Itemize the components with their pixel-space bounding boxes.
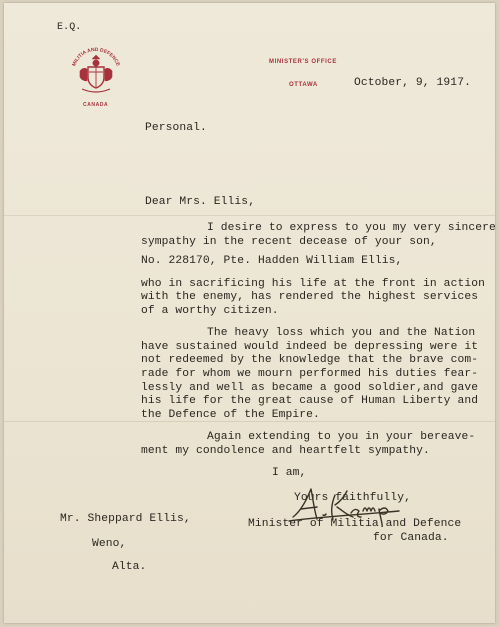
closing-yours: Yours faithfully, xyxy=(294,492,411,504)
body-line: have sustained would indeed be depressing were it xyxy=(141,341,479,353)
seal-bottom-text: CANADA xyxy=(83,102,109,108)
corner-mark: E.Q. xyxy=(57,22,82,33)
body-line: ment my condolence and heartfelt sympathy. xyxy=(141,445,430,457)
body-line: sympathy in the recent decease of your son, xyxy=(141,236,437,248)
body-line: the Defence of the Empire. xyxy=(141,409,320,421)
body-line: who in sacrificing his life at the front in action xyxy=(141,278,485,290)
signer-country: for Canada. xyxy=(373,532,449,544)
closing-i-am: I am, xyxy=(272,467,307,479)
signer-title: Minister of Militia and Defence xyxy=(248,518,462,530)
body-line: of a worthy citizen. xyxy=(141,305,279,317)
fold-line xyxy=(4,421,495,422)
coat-of-arms-seal xyxy=(66,43,126,101)
body-line: with the enemy, has rendered the highest services xyxy=(141,291,479,303)
letter-date: October, 9, 1917. xyxy=(354,77,471,89)
body-line: Again extending to you in your bereave- xyxy=(207,431,476,443)
body-line: No. 228170, Pte. Hadden William Ellis, xyxy=(141,255,403,267)
svg-text:MILITIA AND DEFENCE: MILITIA AND DEFENCE xyxy=(71,46,121,68)
salutation: Dear Mrs. Ellis, xyxy=(145,196,256,208)
letter-page xyxy=(4,3,495,623)
recipient-name: Mr. Sheppard Ellis, xyxy=(60,513,191,525)
body-line: not redeemed by the knowledge that the brave com- xyxy=(141,354,479,366)
recipient-province: Alta. xyxy=(112,561,147,573)
recipient-town: Weno, xyxy=(92,538,127,550)
fold-line xyxy=(4,215,495,216)
personal-marking: Personal. xyxy=(145,122,207,134)
body-line: rade for whom we mourn performed his duties fear- xyxy=(141,368,479,380)
body-line: lessly and well as became a good soldier,and gave xyxy=(141,382,479,394)
body-line: I desire to express to you my very sincere xyxy=(207,222,496,234)
letterhead-city: OTTAWA xyxy=(289,82,318,88)
body-line: The heavy loss which you and the Nation xyxy=(207,327,476,339)
letterhead-office: MINISTER'S OFFICE xyxy=(269,59,337,65)
body-line: his life for the great cause of Human Liberty and xyxy=(141,395,479,407)
